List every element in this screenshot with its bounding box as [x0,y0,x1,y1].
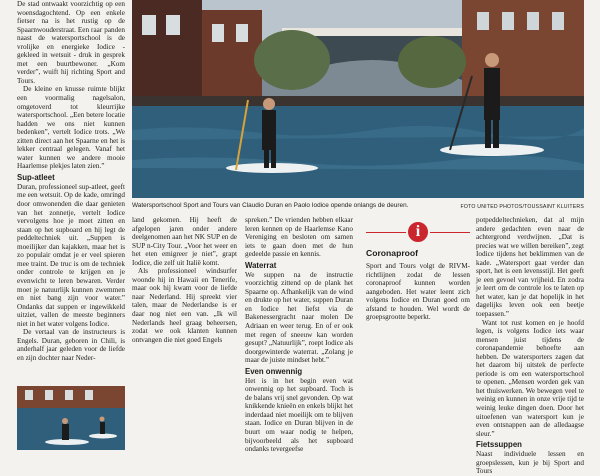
paragraph: De vertaal van de instructeurs is Engels. Duran, geboren in Chili, is anderhalf jaar geleden voor de liefde en zijn dochter naar Neder- [17,328,125,362]
paragraph: Als professioneel windsurfer woonde hij in Hawaii en Tenerife, maar ook hij kwam voor de liefde naar Nederland. Hij spreekt vier talen, maar de Nederlandse is er daar nog niet een van. „Ik wil Nederlands heel graag beheersen, zodat we ook klanten kunnen ontvangen die niet goed Engels [132,267,237,344]
paragraph: Naast individuele lessen en groepslessen, kun je bij Sport and Tours [476,450,584,476]
section-heading: Even onwennig [245,366,303,376]
box-heading: Coronaproof [366,248,419,258]
paragraph: Duran, professioneel sup-atleet, geeft me een wetsuit. Op de kade, omringd door omwonenden die daar genieten van het zonnetje, vertelt Iodice vervolgens hoe je moet zitten en staan op het supboard en hij legt de peddeltechniek uit. „Suppen is moeilijker dan kajakken, maar het is zo populair omdat je er veel spieren mee traint. De truc is om de techniek onder controle te krijgen en je evenwicht te leren bewaren. Verder moet je natuurlijk kunnen zwemmen en niet bang zijn voor water.” Ondanks dat suppen er ingewikkeld uitziet, vallen de meeste beginners niet in het water volgens Iodice. [17,182,125,328]
article-column-2 [132,216,237,450]
paragraph: De stad ontwaakt voorzichtig op een woensdagochtend. Op een enkele fietser na is het rustig op de Spaarnwouderstraat. Een raar panden naast de watersportschool is de vrolijke en energieke Iodice - gekleed in wetsuit - druk in gesprek met een buurtbewoner. „Kom verder”, wuift hij richting Sport and Tours. [17,0,125,85]
paragraph: Sport and Tours volgt de RIVM-richtlijnen zodat de lessen coronaproof kunnen worden aangeboden. Het water leent zich volgens Iodice en Duran goed om afstand te houden. Wel wordt de groepsgrootte beperkt. [366,262,470,322]
paragraph: potpeddeltechnieken, dat al mijn andere gedachten even naar de achtergrond verdwijnen. „Dat is precies wat we willen bereiken”, zegt Iodice tijdens het beklimmen van de kade. „Watersport gaat verder dan sport, het is een levensstijl. Het geeft je een gevoel van vrijheid. En zodra je leert om de controle los te laten op het water, kan je dat hopelijk in het dagelijks leven ook een beetje toepassen.” [476,216,584,319]
photo-credit: FOTO UNITED PHOTOS/TOUSSAINT KLUITERS [460,204,584,210]
paragraph: Het is in het begin even wat onwennig op het supboard. Toch is de balans vrij snel gevonden. Op wat knikkende knieën en enkels blijkt het inderdaad niet moeilijk om te blijven staan. Iodice en Duran blijven in de buurt om waar nodig te helpen, bijvoorbeeld als het supboard ondanks tevergeefse [245,376,353,454]
article-column-3 [245,216,353,454]
paragraph: We suppen na de instructie voorzichtig zittend op de plank het Spaarne op. Afhankelijk van de wind en drukte op het water, suppen Duran en Iodice het liefst via de Bakenessergracht naar molen De Adriaan en weer terug. En of er ook met regen of sneeuw kan worden gesupt? „Natuurlijk”, roept Iodice als doorgewinterde waterrat. „Zolang je maar de juiste mindset hebt.” [245,270,353,365]
article-column-5 [476,216,584,476]
canal-photo [17,386,125,450]
section-heading: Waterrat [245,260,277,270]
small-photo [17,386,125,450]
coronaproof-text [366,262,470,322]
paragraph: spreken.” De vrienden hebben elkaar leren kennen op de Haarlemse Kano Vereniging en besloten om samen iets te gaan doen met de hun gedeelde passie en kennis. [245,216,353,259]
photo-caption: Watersportschool Sport and Tours van Claudio Duran en Paolo Iodice opende onlangs de deuren. [132,202,409,209]
paragraph: Want tot rust komen en je hoofd legen, is volgens Iodice iets waar mensen juist tijdens de coronapandemie behoefte aan hebben. De watersporters zagen dat het daarom bij uitstek de perfecte periode is om een watersportschool te openen. „Mensen worden gek van het thuiswerken. We bewegen veel te weinig en kunnen in onze vrije tijd te weinig leuke dingen doen. Door het uitoefenen van watersport kun je even ontsnappen aan de alledaagse sleur.” [476,318,584,438]
section-heading: Sup-atleet [17,172,55,182]
main-photo [132,0,584,198]
paragraph: land gekomen. Hij heeft de afgelopen jaren onder andere deelgenomen aan het NK SUP en de SUP n-City Tour. „Voor het weer en het eten emigreer je niet”, grapt Iodice, die zelf uit Italië komt. [132,216,237,267]
article-column-1 [17,0,125,384]
sup-river-photo [132,0,584,198]
coronaproof-box [366,216,470,260]
photo-caption-bar [132,202,584,212]
paragraph: De kleine en knusse ruimte blijkt een voormalig nagelsalon, omgetoverd tot kleurrijke watersportschool. „Een betere locatie hadden we ons niet kunnen bedenken”, vertelt Iodice trots. „We zitten direct aan het Spaarne en het is lekker centraal gelegen. Vanaf het water kunnen we andere mooie Haarlemse plekjes laten zien.” [17,85,125,171]
info-icon: i [406,220,430,244]
section-heading: Fietssuppen [476,440,522,450]
